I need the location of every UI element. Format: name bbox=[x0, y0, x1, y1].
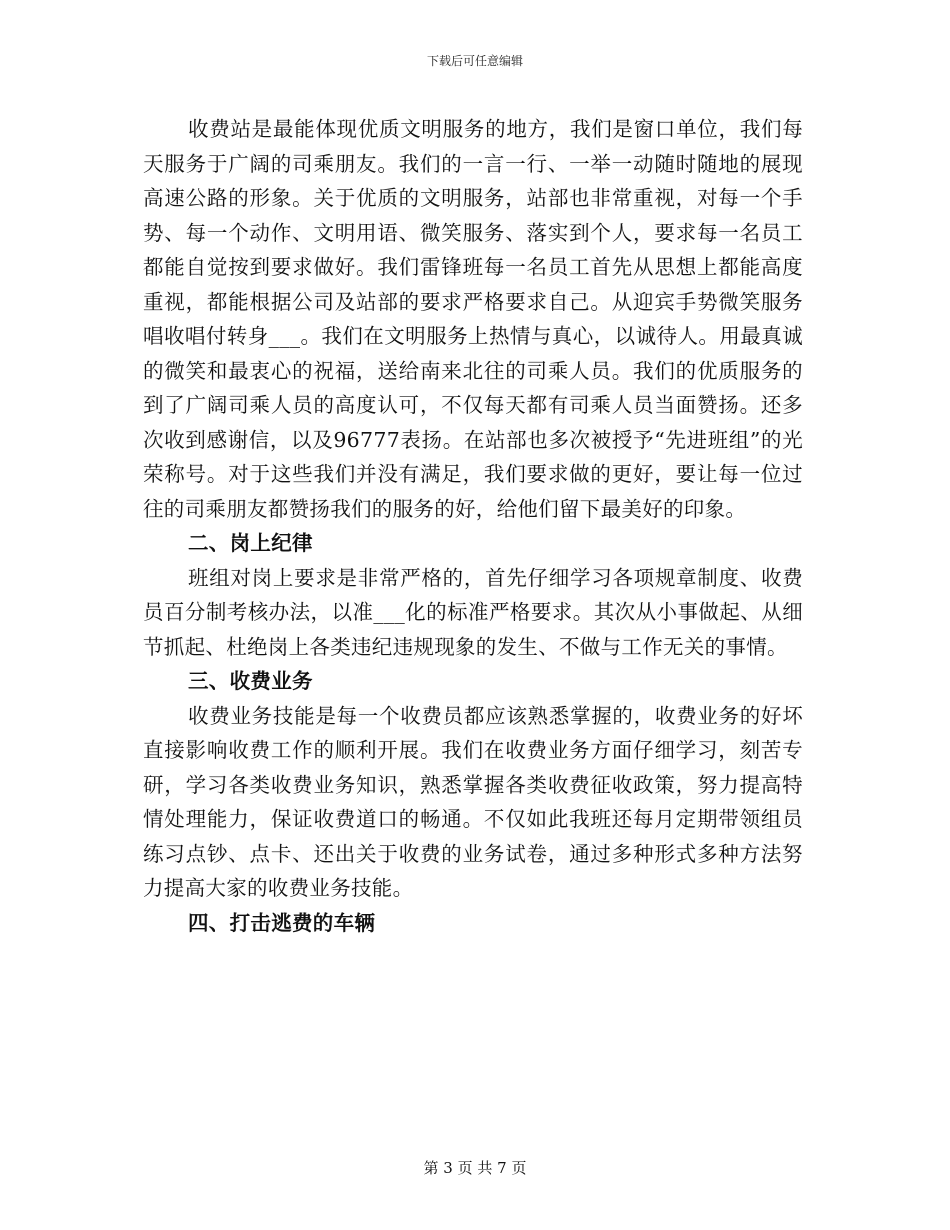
paragraph-service: 收费站是最能体现优质文明服务的地方，我们是窗口单位，我们每天服务于广阔的司乘朋友。我们的一言一行、一举一动随时随地的展现高速公路的形象。关于优质的文明服务，站部也非常重视，对每一个手势、每一个动作、文明用语、微笑服务、落实到个人，要求每一名员工都能自觉按到要求做好。我们雷锋班每一名员工首先从思想上都能高度重视，都能根据公司及站部的要求严格要求自己。从迎宾手势微笑服务唱收唱付转身___。我们在文明服务上热情与真心，以诚待人。用最真诚的微笑和最衷心的祝福，送给南来北往的司乘人员。我们的优质服务的到了广阔司乘人员的高度认可，不仅每天都有司乘人员当面赞扬。还多次收到感谢信，以及96777表扬。在站部也多次被授予“先进班组”的光荣称号。对于这些我们并没有满足，我们要求做的更好，要让每一位过往的司乘朋友都赞扬我们的服务的好，给他们留下最美好的印象。 bbox=[143, 117, 803, 521]
paragraph-discipline: 班组对岗上要求是非常严格的，首先仔细学习各项规章制度、收费员百分制考核办法，以准___化的标准严格要求。其次从小事做起、从细节抓起、杜绝岗上各类违纪违规现象的发生、不做与工作无关的事情。 bbox=[143, 565, 803, 659]
heading-fare-evasion: 四、打击逃费的车辆 bbox=[188, 910, 376, 935]
heading-toll-business: 三、收费业务 bbox=[188, 669, 313, 693]
page-header-note: 下载后可任意编辑 bbox=[426, 54, 523, 68]
page-number: 第 3 页 共 7 页 bbox=[423, 1159, 527, 1177]
paragraph-toll-business: 收费业务技能是每一个收费员都应该熟悉掌握的，收费业务的好坏直接影响收费工作的顺利开展。我们在收费业务方面仔细学习，刻苦专研，学习各类收费业务知识，熟悉掌握各类收费征收政策，努力提高特情处理能力，保证收费道口的畅通。不仅如此我班还每月定期带领组员练习点钞、点卡、还出关于收费的业务试卷，通过多种形式多种方法努力提高大家的收费业务技能。 bbox=[143, 703, 803, 900]
document-body bbox=[143, 112, 803, 940]
heading-discipline: 二、岗上纪律 bbox=[188, 531, 313, 555]
